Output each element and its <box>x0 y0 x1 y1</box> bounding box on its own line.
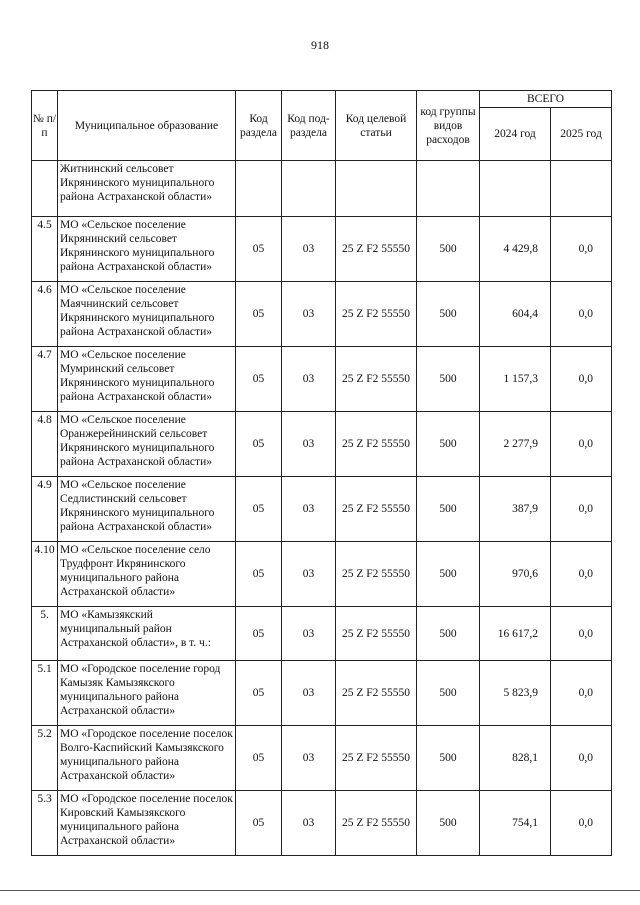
table-row <box>32 282 612 347</box>
row-section: 05 <box>236 661 282 726</box>
row-name: МО «Сельское поселение Оранжерейнинский сельсовет Икрянинского муниципального района Астраханской области» <box>58 412 236 477</box>
row-2024: 754,1 <box>480 791 551 856</box>
row-subsection: 03 <box>282 542 336 607</box>
table-row <box>32 412 612 477</box>
row-group: 500 <box>417 477 480 542</box>
row-section: 05 <box>236 607 282 661</box>
row-group: 500 <box>417 412 480 477</box>
row-num: 4.5 <box>32 217 58 282</box>
header-year-2025: 2025 год <box>551 108 612 161</box>
row-2025 <box>551 161 612 217</box>
table-row <box>32 217 612 282</box>
table-row <box>32 477 612 542</box>
row-name: МО «Сельское поселение Седлистинский сельсовет Икрянинского муниципального района Астраханской области» <box>58 477 236 542</box>
row-name: МО «Городское поселение поселок Волго-Каспийский Камызякского муниципального района Астраханской области» <box>58 726 236 791</box>
row-subsection: 03 <box>282 607 336 661</box>
row-num: 5. <box>32 607 58 661</box>
row-target: 25 Z F2 55550 <box>336 282 417 347</box>
page-number: 918 <box>311 38 329 52</box>
row-group <box>417 161 480 217</box>
row-subsection <box>282 161 336 217</box>
row-name: МО «Сельское поселение Мумринский сельсовет Икрянинского муниципального района Астраханской области» <box>58 347 236 412</box>
row-section: 05 <box>236 726 282 791</box>
row-group: 500 <box>417 347 480 412</box>
row-2025: 0,0 <box>551 217 612 282</box>
row-section: 05 <box>236 412 282 477</box>
row-2024: 4 429,8 <box>480 217 551 282</box>
row-subsection: 03 <box>282 347 336 412</box>
header-subsection: Код под-раздела <box>282 91 336 161</box>
row-name: МО «Сельское поселение село Трудфронт Икрянинского муниципального района Астраханской области» <box>58 542 236 607</box>
budget-table <box>31 90 612 856</box>
row-2024: 387,9 <box>480 477 551 542</box>
row-target <box>336 161 417 217</box>
row-num: 5.2 <box>32 726 58 791</box>
row-group: 500 <box>417 607 480 661</box>
row-2024: 5 823,9 <box>480 661 551 726</box>
row-name: МО «Городское поселение поселок Кировский Камызякского муниципального района Астраханской области» <box>58 791 236 856</box>
row-2025: 0,0 <box>551 542 612 607</box>
row-2025: 0,0 <box>551 347 612 412</box>
row-2025: 0,0 <box>551 412 612 477</box>
row-2025: 0,0 <box>551 477 612 542</box>
row-name: Житнинский сельсовет Икрянинского муниципального района Астраханской области» <box>58 161 236 217</box>
row-2024: 604,4 <box>480 282 551 347</box>
row-subsection: 03 <box>282 726 336 791</box>
row-name: МО «Городское поселение город Камызяк Камызякского муниципального района Астраханской области» <box>58 661 236 726</box>
row-2024 <box>480 161 551 217</box>
row-num: 4.6 <box>32 282 58 347</box>
row-target: 25 Z F2 55550 <box>336 726 417 791</box>
header-num: № п/п <box>32 91 58 161</box>
row-target: 25 Z F2 55550 <box>336 791 417 856</box>
row-num: 4.8 <box>32 412 58 477</box>
row-num: 5.1 <box>32 661 58 726</box>
row-section: 05 <box>236 542 282 607</box>
row-num <box>32 161 58 217</box>
row-2024: 2 277,9 <box>480 412 551 477</box>
table-row <box>32 607 612 661</box>
header-total: ВСЕГО <box>480 91 612 108</box>
table-row <box>32 726 612 791</box>
row-target: 25 Z F2 55550 <box>336 661 417 726</box>
row-target: 25 Z F2 55550 <box>336 217 417 282</box>
row-target: 25 Z F2 55550 <box>336 347 417 412</box>
row-subsection: 03 <box>282 661 336 726</box>
row-2025: 0,0 <box>551 791 612 856</box>
row-section: 05 <box>236 282 282 347</box>
row-group: 500 <box>417 726 480 791</box>
table-row <box>32 661 612 726</box>
row-num: 5.3 <box>32 791 58 856</box>
row-group: 500 <box>417 282 480 347</box>
row-2024: 828,1 <box>480 726 551 791</box>
row-2025: 0,0 <box>551 607 612 661</box>
row-group: 500 <box>417 661 480 726</box>
header-target: Код целевой статьи <box>336 91 417 161</box>
row-subsection: 03 <box>282 791 336 856</box>
table-row <box>32 542 612 607</box>
row-2025: 0,0 <box>551 726 612 791</box>
row-target: 25 Z F2 55550 <box>336 412 417 477</box>
row-group: 500 <box>417 791 480 856</box>
row-name: МО «Камызякский муниципальный район Астраханской области», в т. ч.: <box>58 607 236 661</box>
row-section: 05 <box>236 217 282 282</box>
header-year-2024: 2024 год <box>480 108 551 161</box>
row-2024: 1 157,3 <box>480 347 551 412</box>
row-name: МО «Сельское поселение Маячнинский сельсовет Икрянинского муниципального района Астраханской области» <box>58 282 236 347</box>
row-2025: 0,0 <box>551 282 612 347</box>
row-subsection: 03 <box>282 217 336 282</box>
row-group: 500 <box>417 542 480 607</box>
row-section <box>236 161 282 217</box>
row-2024: 16 617,2 <box>480 607 551 661</box>
row-subsection: 03 <box>282 477 336 542</box>
row-2025: 0,0 <box>551 661 612 726</box>
row-subsection: 03 <box>282 282 336 347</box>
row-section: 05 <box>236 791 282 856</box>
row-name: МО «Сельское поселение Икрянинский сельсовет Икрянинского муниципального района Астраханской области» <box>58 217 236 282</box>
row-section: 05 <box>236 477 282 542</box>
row-section: 05 <box>236 347 282 412</box>
table-row <box>32 161 612 217</box>
row-num: 4.7 <box>32 347 58 412</box>
row-target: 25 Z F2 55550 <box>336 607 417 661</box>
row-target: 25 Z F2 55550 <box>336 477 417 542</box>
row-num: 4.9 <box>32 477 58 542</box>
bottom-divider <box>0 890 640 891</box>
row-subsection: 03 <box>282 412 336 477</box>
header-section: Код раздела <box>236 91 282 161</box>
header-name: Муниципальное образование <box>58 91 236 161</box>
row-num: 4.10 <box>32 542 58 607</box>
table-row <box>32 347 612 412</box>
header-expense-group: код группы видов расходов <box>417 91 480 161</box>
row-target: 25 Z F2 55550 <box>336 542 417 607</box>
row-2024: 970,6 <box>480 542 551 607</box>
row-group: 500 <box>417 217 480 282</box>
table-row <box>32 791 612 856</box>
